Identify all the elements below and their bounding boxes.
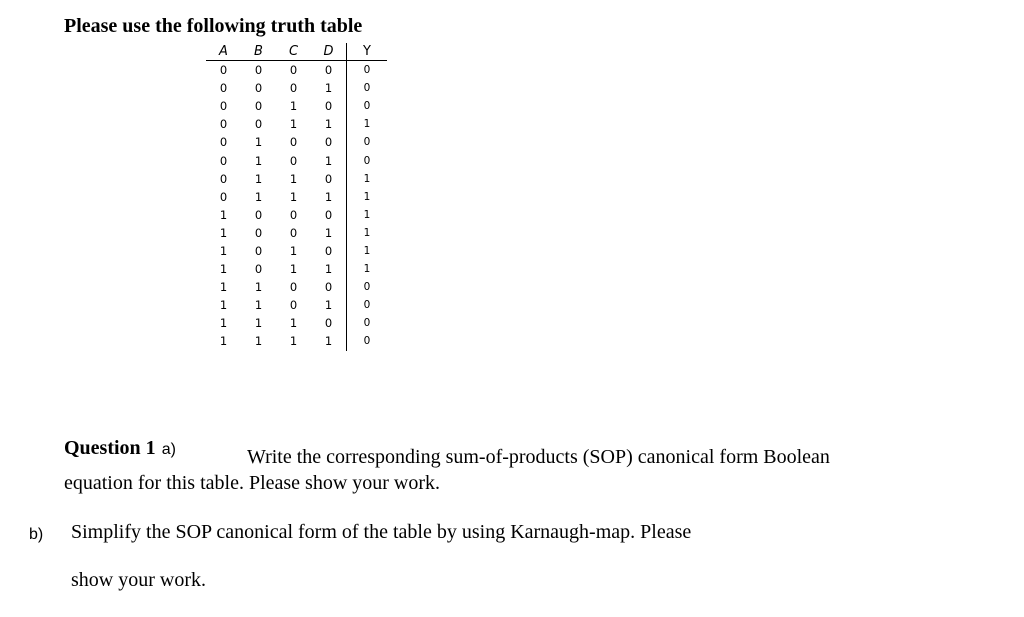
table-row [206,278,387,296]
table-row [206,79,387,97]
table-cell-y: 0 [363,317,371,330]
table-cell-b: 1 [254,135,263,150]
table-cell-y: 1 [363,208,371,221]
question-b-label: b) [29,526,44,543]
table-cell-c: 1 [289,316,298,331]
table-cell-d: 1 [311,260,347,278]
truth-table-body [206,61,387,351]
table-cell-a: 0 [219,99,228,114]
question-b-text-line-1: Simplify the SOP canonical form of the table by using Karnaugh-map. Please [71,521,692,543]
table-cell-b: 1 [254,334,263,349]
truth-table [206,43,387,351]
table-cell-c: 1 [289,171,298,186]
table-cell-y: 0 [363,335,371,348]
table-cell-a: 0 [219,135,228,150]
table-cell-a: 1 [219,225,228,240]
table-cell-a: 1 [219,316,228,331]
header-d: D [311,43,347,61]
table-cell-y: 0 [363,64,371,77]
table-cell-b: 0 [254,207,263,222]
table-cell-d: 0 [311,97,347,115]
table-cell-a: 0 [219,81,228,96]
table-cell-a: 0 [219,63,228,78]
table-cell-b: 0 [254,99,263,114]
table-row [206,206,387,224]
table-cell-c: 1 [289,189,298,204]
table-cell-y: 1 [363,172,371,185]
table-cell-d: 0 [311,314,347,332]
table-cell-b: 1 [254,280,263,295]
table-row [206,224,387,242]
table-cell-c: 1 [289,243,298,258]
table-cell-c: 1 [289,117,298,132]
truth-table-header-row [206,43,387,61]
table-row [206,314,387,332]
table-row [206,170,387,188]
table-row [206,61,387,80]
question-1-text-line-2: equation for this table. Please show your work. [64,472,441,494]
header-b: B [241,43,276,61]
table-cell-y: 0 [363,136,371,149]
table-cell-a: 0 [219,117,228,132]
table-cell-d: 1 [311,296,347,314]
table-cell-a: 0 [219,153,228,168]
table-cell-d: 1 [311,151,347,169]
table-cell-a: 0 [219,171,228,186]
table-cell-a: 1 [219,243,228,258]
table-row [206,188,387,206]
table-cell-d: 0 [311,133,347,151]
table-cell-c: 1 [289,99,298,114]
table-row [206,260,387,278]
table-cell-a: 1 [219,280,228,295]
table-cell-b: 0 [254,262,263,277]
question-1-label: Question 1 [64,437,156,459]
header-y: Y [347,43,388,61]
table-cell-y: 0 [363,281,371,294]
table-row [206,242,387,260]
table-row [206,97,387,115]
table-cell-d: 1 [311,79,347,97]
table-cell-y: 0 [363,154,371,167]
question-b-text-line-2: show your work. [71,569,206,591]
table-cell-d: 1 [311,224,347,242]
table-cell-b: 1 [254,189,263,204]
question-1-part-label: a) [161,441,176,458]
table-cell-c: 0 [289,280,298,295]
table-cell-a: 1 [219,262,228,277]
table-cell-c: 1 [289,262,298,277]
table-cell-b: 0 [254,63,263,78]
table-cell-y: 1 [363,118,371,131]
question-1-text-line-1: Write the corresponding sum-of-products (SOP) canonical form Boolean [247,446,830,468]
table-row [206,133,387,151]
header-a: A [206,43,241,61]
table-cell-c: 0 [289,135,298,150]
table-cell-b: 0 [254,243,263,258]
table-cell-b: 0 [254,81,263,96]
table-cell-d: 1 [311,332,347,350]
table-cell-b: 1 [254,153,263,168]
table-cell-b: 0 [254,225,263,240]
table-cell-b: 1 [254,316,263,331]
table-cell-c: 0 [289,207,298,222]
table-cell-c: 0 [289,81,298,96]
table-cell-d: 0 [311,61,347,80]
table-cell-y: 1 [363,244,371,257]
table-cell-c: 0 [289,153,298,168]
table-cell-y: 0 [363,299,371,312]
table-cell-y: 0 [363,100,371,113]
table-cell-b: 1 [254,298,263,313]
table-row [206,115,387,133]
table-cell-y: 1 [363,190,371,203]
table-cell-d: 0 [311,278,347,296]
table-cell-a: 1 [219,298,228,313]
table-cell-b: 0 [254,117,263,132]
table-cell-y: 1 [363,226,371,239]
table-row [206,296,387,314]
table-cell-d: 0 [311,242,347,260]
table-cell-a: 1 [219,207,228,222]
table-cell-d: 0 [311,170,347,188]
table-cell-y: 0 [363,82,371,95]
table-cell-a: 0 [219,189,228,204]
table-row [206,332,387,350]
header-c: C [276,43,311,61]
table-cell-c: 0 [289,63,298,78]
table-cell-b: 1 [254,171,263,186]
page-heading: Please use the following truth table [64,15,363,37]
table-cell-d: 0 [311,206,347,224]
table-cell-d: 1 [311,188,347,206]
table-row [206,151,387,169]
table-cell-c: 0 [289,225,298,240]
table-cell-a: 1 [219,334,228,349]
table-cell-d: 1 [311,115,347,133]
table-cell-c: 1 [289,334,298,349]
table-cell-c: 0 [289,298,298,313]
table-cell-y: 1 [363,263,371,276]
